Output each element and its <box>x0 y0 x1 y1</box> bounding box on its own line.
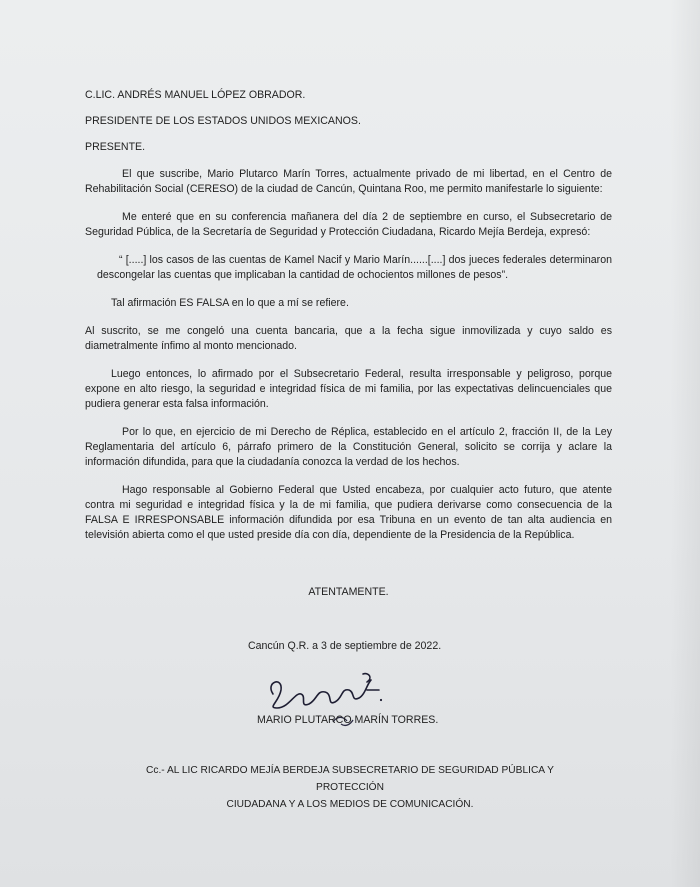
paragraph-conference: Me enteré que en su conferencia mañanera del día 2 de septiembre en curso, el Subsecretario de Seguridad Pública, de la Secretaría de Seguridad y Protección Ciudadana, Ricardo Mejía Berdeja, expresó: <box>85 211 612 238</box>
letter-body <box>85 88 612 810</box>
paragraph-intro: El que suscribe, Mario Plutarco Marín Torres, actualmente privado de mi libertad, en el Centro de Rehabilitación Social (CERESO) de la ciudad de Cancún, Quintana Roo, me permito manifestarle lo siguiente: <box>85 168 612 195</box>
handwritten-signature <box>255 668 385 714</box>
paragraph-account: Al suscrito, se me congeló una cuenta bancaria, que a la fecha sigue inmovilizada y cuyo saldo es diametralmente ínfimo al monto mencionado. <box>85 325 612 352</box>
salutation: PRESENTE. <box>85 141 146 153</box>
closing: ATENTAMENTE. <box>308 586 389 598</box>
paragraph-reply-right: Por lo que, en ejercicio de mi Derecho de Réplica, establecido en el artículo 2, fracción II, de la Ley Reglamentaria del artículo 6, párrafo primero de la Constitución General, solicito se corrija y aclare la información difundida, para que la ciudadanía conozca la verdad de los hechos. <box>85 426 612 468</box>
recipient-name: C.LIC. ANDRÉS MANUEL LÓPEZ OBRADOR. <box>85 89 306 101</box>
signer-name: MARIO PLUTARCO MARÍN TORRES. <box>257 714 439 726</box>
place-date: Cancún Q.R. a 3 de septiembre de 2022. <box>248 640 442 652</box>
cc-line-1: Cc.- AL LIC RICARDO MEJÍA BERDEJA SUBSECRETARIO DE SEGURIDAD PÚBLICA Y PROTECCIÓN <box>146 765 554 793</box>
carbon-copy <box>111 762 589 813</box>
page-shadow <box>670 0 700 887</box>
cc-line-2: CIUDADANA Y A LOS MEDIOS DE COMUNICACIÓN. <box>226 799 474 810</box>
paragraph-risk: Luego entonces, lo afirmado por el Subsecretario Federal, resulta irresponsable y peligroso, porque expone en alto riesgo, la seguridad e integridad física de mi familia, por las expectativas delincuenciales que pudiera generar esta falsa información. <box>85 368 612 410</box>
paragraph-false-claim: Tal afirmación ES FALSA en lo que a mí se refiere. <box>111 297 349 309</box>
paragraph-quote: “ [.....] los casos de las cuentas de Kamel Nacif y Mario Marín......[....] dos jueces federales determinaron descongelar las cuentas que implicaban la cantidad de ochocientos millones de pesos”. <box>97 254 612 281</box>
recipient-title: PRESIDENTE DE LOS ESTADOS UNIDOS MEXICANOS. <box>85 115 361 127</box>
paragraph-responsibility: Hago responsable al Gobierno Federal que Usted encabeza, por cualquier acto futuro, que atente contra mi seguridad e integridad física y la de mi familia, que pudiera derivarse como consecuencia de la FALSA E IRRESPONSABLE información difundida por esa Tribuna en un evento de tan alta audiencia en televisión abierta como el que usted preside día con día, dependiente de la Presidencia de la República. <box>85 484 612 541</box>
